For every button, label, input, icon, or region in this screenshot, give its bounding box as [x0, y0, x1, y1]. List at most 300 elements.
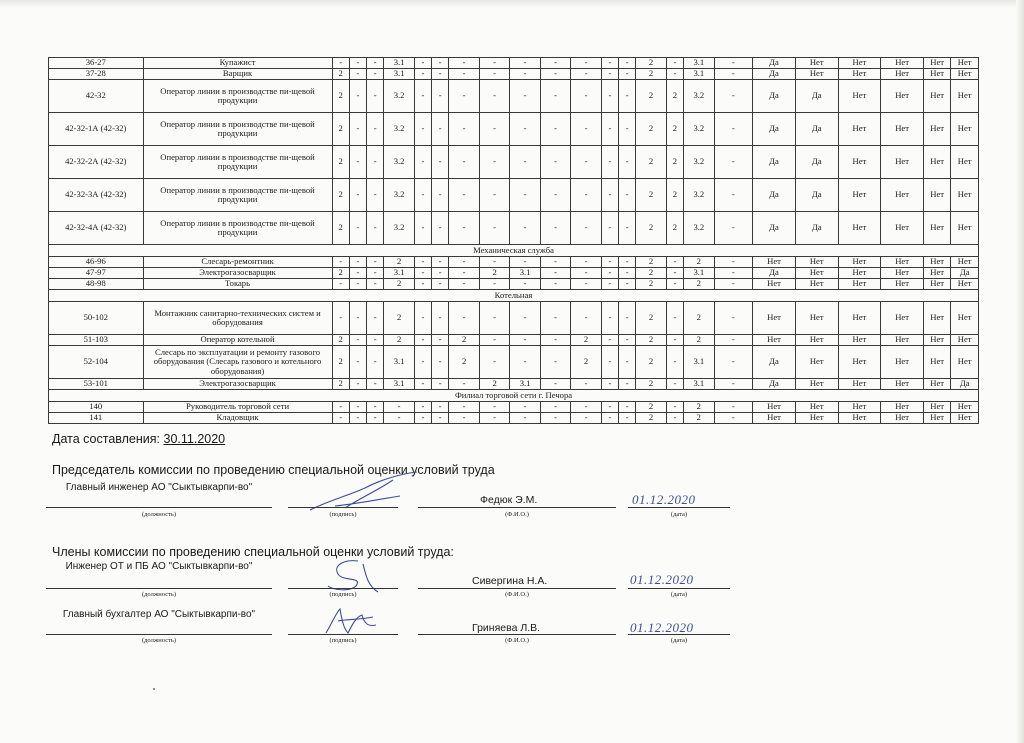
table-cell: Да: [753, 379, 796, 390]
chair-signature-line: [288, 507, 398, 508]
table-cell: -: [571, 402, 601, 413]
table-cell: -: [666, 335, 683, 346]
member-1-fio: Сивергина Н.А.: [472, 575, 548, 587]
table-cell: Нет: [881, 257, 924, 268]
table-cell: -: [601, 58, 618, 69]
workplace-number: 36-27: [49, 58, 144, 69]
member-2-fio: Гриняева Л.В.: [472, 622, 541, 634]
table-cell: Нет: [838, 268, 881, 279]
table-cell: Нет: [923, 69, 950, 80]
chair-date-line: [628, 507, 730, 508]
profession-name: Руководитель торговой сети: [143, 402, 332, 413]
table-cell: 2: [384, 257, 414, 268]
table-cell: -: [619, 268, 636, 279]
chair-date: 01.12.2020: [632, 492, 696, 507]
table-cell: Нет: [881, 146, 924, 179]
table-cell: -: [332, 257, 349, 268]
table-cell: -: [414, 379, 431, 390]
table-row: [49, 268, 979, 279]
table-cell: Нет: [951, 335, 979, 346]
table-cell: -: [414, 302, 431, 335]
table-cell: 2: [636, 302, 666, 335]
table-cell: -: [367, 212, 384, 245]
table-cell: Нет: [951, 179, 979, 212]
table-cell: 2: [684, 402, 714, 413]
table-cell: Нет: [838, 379, 881, 390]
table-cell: Нет: [838, 346, 881, 379]
table-cell: Да: [753, 146, 796, 179]
table-cell: -: [432, 402, 449, 413]
table-cell: -: [714, 80, 753, 113]
table-row: [49, 379, 979, 390]
table-cell: 2: [636, 58, 666, 69]
table-cell: -: [432, 179, 449, 212]
section-row: [49, 245, 979, 257]
table-cell: Нет: [923, 268, 950, 279]
workplace-number: 48-98: [49, 279, 144, 290]
table-cell: 2: [666, 146, 683, 179]
table-cell: Нет: [951, 257, 979, 268]
table-cell: -: [349, 58, 366, 69]
table-cell: -: [449, 69, 479, 80]
table-cell: -: [571, 212, 601, 245]
table-cell: -: [510, 113, 540, 146]
table-cell: -: [449, 212, 479, 245]
table-cell: 3.2: [684, 179, 714, 212]
table-cell: -: [414, 113, 431, 146]
table-cell: -: [479, 69, 509, 80]
table-cell: -: [540, 346, 570, 379]
table-cell: Нет: [951, 402, 979, 413]
table-cell: -: [479, 335, 509, 346]
table-cell: Да: [951, 268, 979, 279]
table-cell: 2: [636, 279, 666, 290]
table-cell: -: [714, 402, 753, 413]
table-cell: -: [432, 257, 449, 268]
profession-name: Купажист: [143, 58, 332, 69]
table-row: [49, 257, 979, 268]
member-2-date: 01.12.2020: [630, 620, 694, 635]
table-cell: -: [601, 212, 618, 245]
table-cell: -: [619, 212, 636, 245]
table-cell: -: [432, 146, 449, 179]
table-cell: -: [540, 379, 570, 390]
table-cell: 2: [636, 402, 666, 413]
table-cell: -: [332, 402, 349, 413]
table-cell: -: [479, 257, 509, 268]
table-cell: -: [479, 212, 509, 245]
table-row: [49, 402, 979, 413]
table-cell: 2: [571, 346, 601, 379]
table-cell: -: [367, 268, 384, 279]
table-cell: -: [540, 179, 570, 212]
table-cell: -: [367, 346, 384, 379]
table-cell: 3.1: [510, 268, 540, 279]
table-cell: -: [571, 113, 601, 146]
table-cell: -: [367, 302, 384, 335]
table-cell: 2: [684, 257, 714, 268]
table-cell: 3.2: [384, 80, 414, 113]
member-2-fio-line: [418, 634, 616, 635]
table-cell: -: [414, 268, 431, 279]
table-cell: Нет: [753, 335, 796, 346]
table-cell: Да: [795, 212, 838, 245]
table-body: [49, 58, 979, 424]
table-cell: -: [714, 413, 753, 424]
table-cell: -: [540, 402, 570, 413]
table-cell: -: [479, 402, 509, 413]
table-cell: Да: [753, 179, 796, 212]
profession-name: Слесарь-ремонтник: [143, 257, 332, 268]
section-row: [49, 390, 979, 402]
table-row: [49, 335, 979, 346]
table-cell: -: [449, 146, 479, 179]
table-cell: -: [432, 346, 449, 379]
table-cell: 2: [636, 80, 666, 113]
table-cell: Нет: [951, 279, 979, 290]
member-2-position-caption: (должность): [141, 637, 177, 644]
table-cell: -: [349, 335, 366, 346]
table-cell: 2: [332, 335, 349, 346]
member-1-fio-line: [418, 588, 616, 589]
profession-name: Варщик: [143, 69, 332, 80]
chair-signature-caption: (подпись): [329, 511, 357, 518]
table-cell: 2: [384, 335, 414, 346]
table-cell: -: [714, 69, 753, 80]
table-cell: -: [714, 279, 753, 290]
member-2-date-caption: (дата): [670, 637, 688, 644]
table-cell: Да: [753, 69, 796, 80]
table-cell: -: [666, 69, 683, 80]
table-cell: -: [479, 279, 509, 290]
table-cell: -: [619, 279, 636, 290]
table-cell: -: [666, 402, 683, 413]
table-cell: Да: [753, 113, 796, 146]
table-cell: Нет: [795, 413, 838, 424]
table-cell: -: [510, 257, 540, 268]
table-cell: -: [367, 379, 384, 390]
table-cell: -: [619, 302, 636, 335]
table-cell: Нет: [881, 113, 924, 146]
table-cell: 2: [332, 113, 349, 146]
table-cell: 2: [332, 179, 349, 212]
table-cell: -: [714, 379, 753, 390]
table-cell: Да: [753, 80, 796, 113]
table-cell: -: [432, 279, 449, 290]
table-cell: 2: [332, 69, 349, 80]
compile-date-label: Дата составления:: [52, 432, 161, 446]
table-cell: -: [619, 402, 636, 413]
table-cell: Нет: [838, 58, 881, 69]
table-cell: -: [666, 268, 683, 279]
table-cell: 2: [636, 268, 666, 279]
table-cell: Нет: [881, 402, 924, 413]
table-cell: 3.1: [684, 69, 714, 80]
table-cell: 3.1: [384, 58, 414, 69]
table-cell: -: [571, 69, 601, 80]
table-cell: Нет: [923, 335, 950, 346]
compile-date: [52, 432, 225, 446]
table-cell: -: [619, 80, 636, 113]
table-cell: Нет: [795, 379, 838, 390]
table-cell: Да: [795, 80, 838, 113]
table-cell: Нет: [923, 146, 950, 179]
table-cell: Нет: [951, 113, 979, 146]
table-cell: Нет: [838, 335, 881, 346]
table-cell: -: [414, 413, 431, 424]
member-1-signature: [318, 556, 388, 596]
table-cell: Нет: [951, 146, 979, 179]
table-cell: -: [510, 335, 540, 346]
table-cell: -: [449, 413, 479, 424]
table-cell: -: [367, 179, 384, 212]
table-cell: 3.1: [510, 379, 540, 390]
profession-name: Токарь: [143, 279, 332, 290]
table-cell: -: [449, 113, 479, 146]
table-cell: 2: [684, 302, 714, 335]
member-1-position-line: [46, 588, 272, 589]
table-cell: -: [666, 302, 683, 335]
table-cell: 3.1: [684, 346, 714, 379]
table-cell: -: [510, 302, 540, 335]
table-cell: -: [619, 379, 636, 390]
table-cell: Нет: [795, 279, 838, 290]
table-cell: 2: [384, 279, 414, 290]
table-cell: -: [510, 413, 540, 424]
table-cell: 2: [479, 379, 509, 390]
table-cell: -: [432, 69, 449, 80]
table-cell: -: [510, 58, 540, 69]
table-cell: 2: [636, 179, 666, 212]
table-cell: Нет: [838, 302, 881, 335]
table-cell: 2: [332, 212, 349, 245]
table-cell: Нет: [795, 335, 838, 346]
chair-fio-line: [418, 507, 616, 508]
table-cell: -: [714, 146, 753, 179]
table-cell: 3.1: [384, 268, 414, 279]
table-cell: -: [601, 335, 618, 346]
table-cell: Нет: [795, 346, 838, 379]
table-cell: 2: [636, 379, 666, 390]
table-cell: Нет: [951, 212, 979, 245]
table-cell: Нет: [881, 413, 924, 424]
table-cell: Нет: [951, 413, 979, 424]
table-cell: Нет: [923, 413, 950, 424]
table-cell: -: [666, 58, 683, 69]
table-cell: Нет: [838, 113, 881, 146]
table-cell: Нет: [881, 302, 924, 335]
scan-right-edge: [1016, 0, 1024, 743]
table-cell: Нет: [795, 58, 838, 69]
table-cell: Нет: [753, 402, 796, 413]
table-cell: -: [540, 212, 570, 245]
table-cell: -: [414, 279, 431, 290]
table-cell: -: [619, 146, 636, 179]
member-1-signature-caption: (подпись): [329, 591, 357, 598]
profession-name: Оператор линии в производстве пи-щевой продукции: [143, 80, 332, 113]
table-cell: 2: [666, 179, 683, 212]
table-cell: 3.1: [384, 69, 414, 80]
table-cell: -: [714, 58, 753, 69]
table-cell: 3.2: [684, 146, 714, 179]
member-1-signature-line: [288, 588, 398, 589]
table-cell: -: [540, 113, 570, 146]
workplace-number: 52-104: [49, 346, 144, 379]
workplace-number: 53-101: [49, 379, 144, 390]
table-cell: -: [349, 346, 366, 379]
table-cell: -: [349, 212, 366, 245]
table-cell: Нет: [881, 179, 924, 212]
table-cell: Да: [753, 58, 796, 69]
chair-position-caption: (должность): [141, 511, 177, 518]
table-cell: 2: [332, 268, 349, 279]
member-2-fio-caption: (Ф.И.О.): [505, 637, 529, 644]
table-cell: -: [367, 146, 384, 179]
table-cell: -: [619, 257, 636, 268]
table-cell: Нет: [923, 257, 950, 268]
assessment-table: [48, 57, 979, 424]
table-row: [49, 279, 979, 290]
table-cell: 2: [636, 335, 666, 346]
table-cell: -: [367, 279, 384, 290]
table-cell: -: [479, 302, 509, 335]
table-cell: -: [432, 413, 449, 424]
table-cell: -: [432, 335, 449, 346]
table-cell: -: [510, 402, 540, 413]
table-cell: -: [367, 402, 384, 413]
table-cell: -: [619, 69, 636, 80]
table-cell: -: [714, 257, 753, 268]
table-cell: -: [540, 268, 570, 279]
table-cell: -: [349, 268, 366, 279]
table-cell: -: [432, 379, 449, 390]
profession-name: Оператор линии в производстве пи-щевой продукции: [143, 179, 332, 212]
table-cell: Нет: [838, 257, 881, 268]
table-cell: -: [479, 346, 509, 379]
table-cell: -: [540, 69, 570, 80]
table-cell: -: [332, 302, 349, 335]
table-cell: Нет: [923, 179, 950, 212]
table-cell: 2: [332, 80, 349, 113]
table-cell: -: [414, 146, 431, 179]
chair-date-caption: (дата): [670, 511, 688, 518]
table-cell: Нет: [795, 302, 838, 335]
table-cell: Нет: [923, 379, 950, 390]
table-cell: -: [384, 413, 414, 424]
table-cell: 3.1: [684, 58, 714, 69]
table-cell: Нет: [951, 58, 979, 69]
table-cell: 2: [636, 69, 666, 80]
table-cell: -: [479, 113, 509, 146]
table-cell: 3.2: [384, 179, 414, 212]
table-cell: Нет: [881, 346, 924, 379]
profession-name: Электрогазосварщик: [143, 379, 332, 390]
section-title: Филиал торговой сети г. Печора: [49, 390, 979, 402]
table-cell: 2: [684, 335, 714, 346]
table-row: [49, 346, 979, 379]
profession-name: Кладовщик: [143, 413, 332, 424]
table-cell: -: [510, 146, 540, 179]
table-cell: -: [601, 346, 618, 379]
profession-name: Слесарь по эксплуатации и ремонту газового оборудования (Слесарь газового и котельного оборудования): [143, 346, 332, 379]
table-cell: Нет: [923, 58, 950, 69]
table-cell: -: [384, 402, 414, 413]
table-cell: -: [540, 257, 570, 268]
table-cell: -: [666, 379, 683, 390]
table-row: [49, 212, 979, 245]
table-cell: -: [601, 279, 618, 290]
table-cell: 2: [636, 257, 666, 268]
table-cell: -: [479, 146, 509, 179]
table-cell: -: [714, 302, 753, 335]
table-cell: -: [479, 80, 509, 113]
table-cell: -: [571, 257, 601, 268]
profession-name: Электрогазосварщик: [143, 268, 332, 279]
table-cell: Нет: [881, 268, 924, 279]
table-cell: -: [432, 58, 449, 69]
table-cell: Нет: [923, 279, 950, 290]
table-cell: 3.2: [384, 113, 414, 146]
member-1-date: 01.12.2020: [630, 572, 694, 587]
table-cell: Да: [753, 346, 796, 379]
table-cell: 2: [332, 379, 349, 390]
chair-fio: Федюк Э.М.: [480, 494, 538, 506]
table-cell: -: [349, 413, 366, 424]
table-cell: -: [510, 279, 540, 290]
table-cell: -: [349, 402, 366, 413]
table-cell: 2: [384, 302, 414, 335]
table-cell: -: [619, 58, 636, 69]
table-cell: -: [432, 80, 449, 113]
table-cell: -: [619, 179, 636, 212]
table-cell: -: [349, 146, 366, 179]
profession-name: Оператор линии в производстве пи-щевой продукции: [143, 146, 332, 179]
table-cell: 3.1: [684, 268, 714, 279]
table-row: [49, 179, 979, 212]
table-cell: -: [449, 379, 479, 390]
table-cell: Нет: [753, 413, 796, 424]
profession-name: Оператор линии в производстве пи-щевой продукции: [143, 113, 332, 146]
table-cell: 3.1: [384, 379, 414, 390]
table-cell: -: [449, 279, 479, 290]
table-cell: Нет: [881, 379, 924, 390]
member-2-date-line: [628, 634, 730, 635]
workplace-number: 42-32-3А (42-32): [49, 179, 144, 212]
table-cell: Да: [795, 179, 838, 212]
table-cell: -: [666, 346, 683, 379]
table-cell: -: [449, 179, 479, 212]
table-cell: 2: [636, 113, 666, 146]
table-cell: -: [449, 257, 479, 268]
member-1-position: Инженер ОТ и ПБ АО "Сыктывкарпи-во": [65, 561, 253, 572]
table-cell: 2: [636, 212, 666, 245]
table-cell: Да: [753, 212, 796, 245]
table-cell: -: [510, 69, 540, 80]
table-cell: Нет: [795, 257, 838, 268]
table-cell: -: [601, 146, 618, 179]
table-cell: 2: [636, 146, 666, 179]
table-cell: Нет: [923, 302, 950, 335]
table-cell: -: [510, 80, 540, 113]
table-cell: 2: [666, 113, 683, 146]
table-cell: -: [414, 69, 431, 80]
table-cell: -: [367, 335, 384, 346]
table-cell: -: [449, 402, 479, 413]
section-title: Механическая служба: [49, 245, 979, 257]
compile-date-value: 30.11.2020: [163, 432, 226, 446]
table-cell: 2: [571, 335, 601, 346]
table-cell: 2: [636, 346, 666, 379]
